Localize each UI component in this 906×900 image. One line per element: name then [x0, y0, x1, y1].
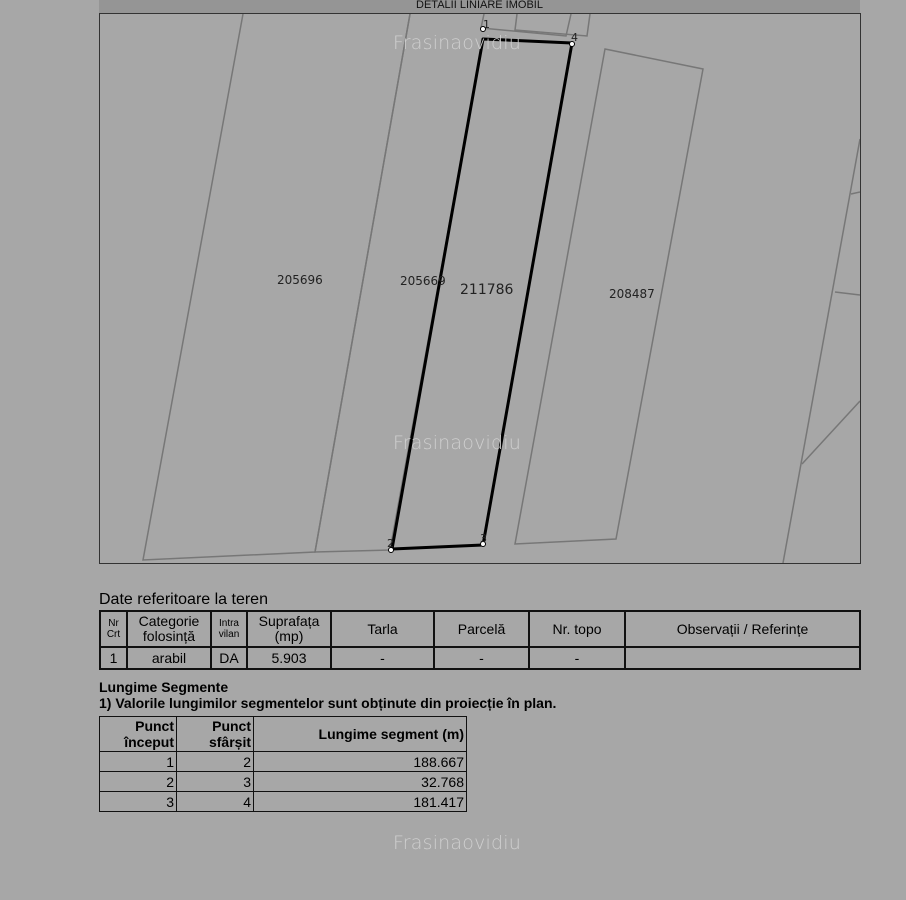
parcel-boundary: [851, 192, 860, 194]
col-header-observatii: Observații / Referințe: [625, 611, 860, 647]
point-label-1: 1: [483, 18, 490, 31]
table-header-row: [100, 717, 467, 752]
parcel-label: 205696: [277, 273, 323, 287]
point-label-2: 2: [387, 537, 394, 550]
col-header-categorie: Categorie folosință: [127, 611, 211, 647]
cell-length: 181.417: [254, 792, 467, 812]
map-drawing: [100, 14, 860, 563]
parcel-boundary: [143, 14, 410, 560]
parcel-boundary: [783, 139, 860, 563]
cell-start: 1: [100, 752, 177, 772]
point-label-3: 3: [480, 532, 487, 545]
cell-tarla: -: [331, 647, 434, 669]
parcel-label: 208487: [609, 287, 655, 301]
point-label-4: 4: [571, 31, 578, 44]
col-header-nr: Nr Crt: [100, 611, 127, 647]
cell-end: 4: [177, 792, 254, 812]
segments-note: 1) Valorile lungimilor segmentelor sunt obținute din proiecție în plan.: [99, 695, 557, 711]
col-header-nrtopo: Nr. topo: [529, 611, 625, 647]
col-header-suprafata: Suprafața (mp): [247, 611, 331, 647]
segments-title: Lungime Segmente: [99, 679, 229, 695]
watermark: Frasinaovidiu: [393, 432, 521, 454]
parcel-boundary: [835, 292, 860, 295]
cell-start: 2: [100, 772, 177, 792]
parcel-boundary: [315, 14, 483, 552]
parcel-label-highlighted: 211786: [460, 282, 514, 298]
cell-intravilan: DA: [211, 647, 247, 669]
cell-length: 32.768: [254, 772, 467, 792]
col-header-end: Punct sfârșit: [177, 717, 254, 752]
cell-nrtopo: -: [529, 647, 625, 669]
table-row: [100, 772, 467, 792]
table-row: [100, 752, 467, 772]
cell-categorie: arabil: [127, 647, 211, 669]
segments-heading: [99, 679, 556, 711]
map-header: DETALII LINIARE IMOBIL: [99, 0, 860, 13]
table-row: [100, 792, 467, 812]
watermark: Frasinaovidiu: [393, 32, 521, 54]
parcel-label: 205669: [400, 274, 446, 288]
watermark: Frasinaovidiu: [393, 832, 521, 854]
land-section-title: Date referitoare la teren: [99, 591, 268, 608]
col-header-start: Punct început: [100, 717, 177, 752]
col-header-intravilan: Intra vilan: [211, 611, 247, 647]
cell-nr: 1: [100, 647, 127, 669]
cell-length: 188.667: [254, 752, 467, 772]
land-data-table: [99, 610, 861, 670]
table-row: [100, 647, 860, 669]
cadastral-map: [99, 13, 861, 564]
cell-observatii: [625, 647, 860, 669]
cell-end: 2: [177, 752, 254, 772]
cell-end: 3: [177, 772, 254, 792]
cell-parcela: -: [434, 647, 529, 669]
segments-table: [99, 716, 467, 812]
col-header-tarla: Tarla: [331, 611, 434, 647]
table-header-row: [100, 611, 860, 647]
cell-start: 3: [100, 792, 177, 812]
col-header-length: Lungime segment (m): [254, 717, 467, 752]
cell-suprafata: 5.903: [247, 647, 331, 669]
col-header-parcela: Parcelă: [434, 611, 529, 647]
